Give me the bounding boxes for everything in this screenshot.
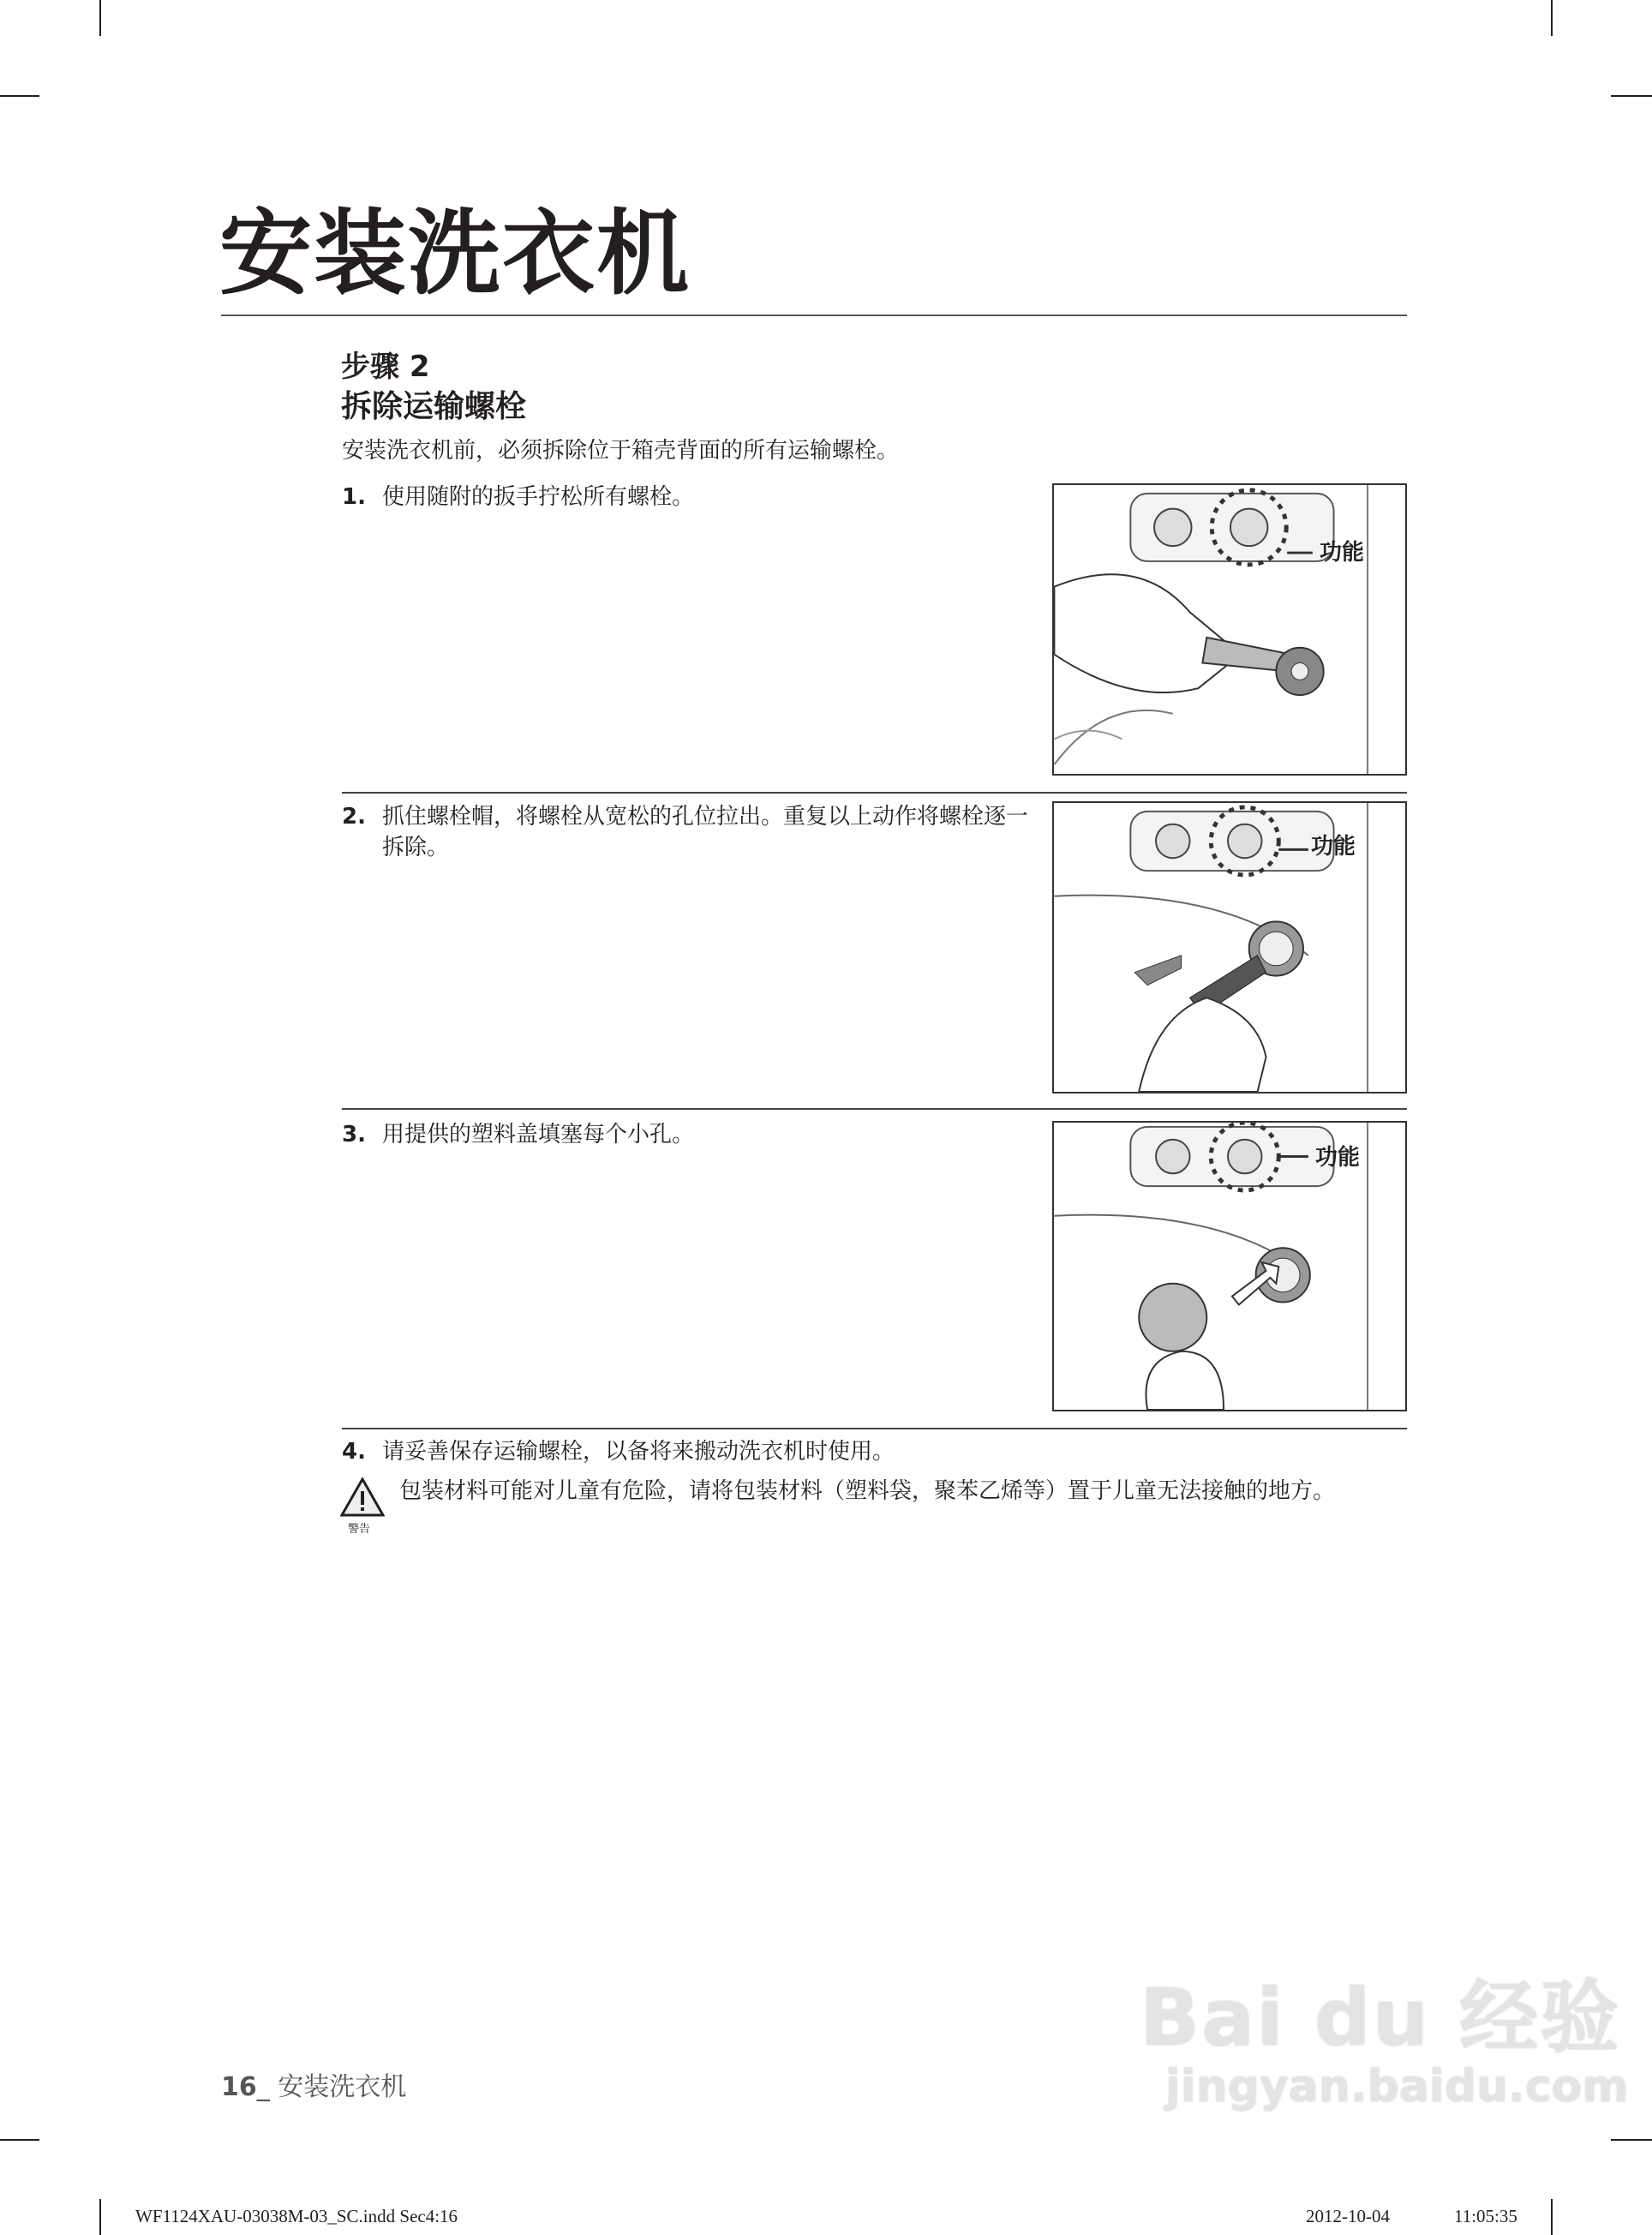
warning-caption: 警告 [348, 1523, 371, 1536]
watermark-logo: Bai du 经验 [1140, 1972, 1621, 2064]
step-number: 4. [342, 1439, 366, 1465]
step-number: 3. [342, 1122, 366, 1147]
step-heading: 步骤 2 [341, 350, 430, 384]
crop-mark [99, 2199, 101, 2235]
figure-label: 功能 [1320, 540, 1365, 566]
crop-mark [0, 2139, 39, 2141]
crop-mark [99, 0, 101, 36]
footer-section: 安装洗衣机 [278, 2072, 407, 2102]
warning-icon [340, 1477, 385, 1517]
intro-text: 安装洗衣机前，必须拆除位于箱壳背面的所有运输螺栓。 [342, 438, 900, 464]
figure-label: 功能 [1311, 834, 1356, 860]
crop-mark [1551, 0, 1553, 36]
step-text: 请妥善保存运输螺栓，以备将来搬动洗衣机时使用。 [382, 1439, 895, 1465]
watermark-url: jingyan.baidu.com [1165, 2061, 1629, 2112]
divider [342, 1108, 1407, 1110]
step-number: 2. [342, 804, 366, 830]
crop-mark [1551, 2199, 1553, 2235]
crop-mark [1611, 2139, 1652, 2141]
step-text: 用提供的塑料盖填塞每个小孔。 [382, 1122, 695, 1147]
page-footer [221, 2065, 406, 2103]
baidu-watermark [1140, 1972, 1629, 2112]
divider [342, 1428, 1407, 1429]
section-heading: 拆除运输螺栓 [341, 389, 527, 424]
illustration-cap [1052, 1121, 1407, 1411]
illustration-wrench [1052, 483, 1407, 776]
figure-label: 功能 [1315, 1145, 1361, 1171]
page-title: 安装洗衣机 [219, 201, 691, 308]
illustration-pull-bolt [1052, 801, 1407, 1094]
page-number: 16 [221, 2072, 257, 2102]
step-text: 抓住螺栓帽，将螺栓从宽松的孔位拉出。重复以上动作将螺栓逐一拆除。 [382, 804, 1029, 860]
slug-file: WF1124XAU-03038M-03_SC.indd Sec4:16 [135, 2206, 458, 2226]
wrench-illustration [1054, 485, 1405, 774]
crop-mark [1611, 95, 1652, 97]
warning-text: 包装材料可能对儿童有危险，请将包装材料（塑料袋，聚苯乙烯等）置于儿童无法接触的地方。 [399, 1478, 1336, 1504]
title-divider [221, 315, 1407, 316]
slug-time: 11:05:35 [1454, 2206, 1517, 2226]
step-number: 1. [342, 484, 366, 510]
slug-date: 2012-10-04 [1306, 2206, 1390, 2226]
divider [342, 792, 1407, 794]
step-text: 使用随附的扳手拧松所有螺栓。 [382, 484, 695, 510]
crop-mark [0, 95, 39, 97]
footer-separator: _ [256, 2072, 278, 2102]
